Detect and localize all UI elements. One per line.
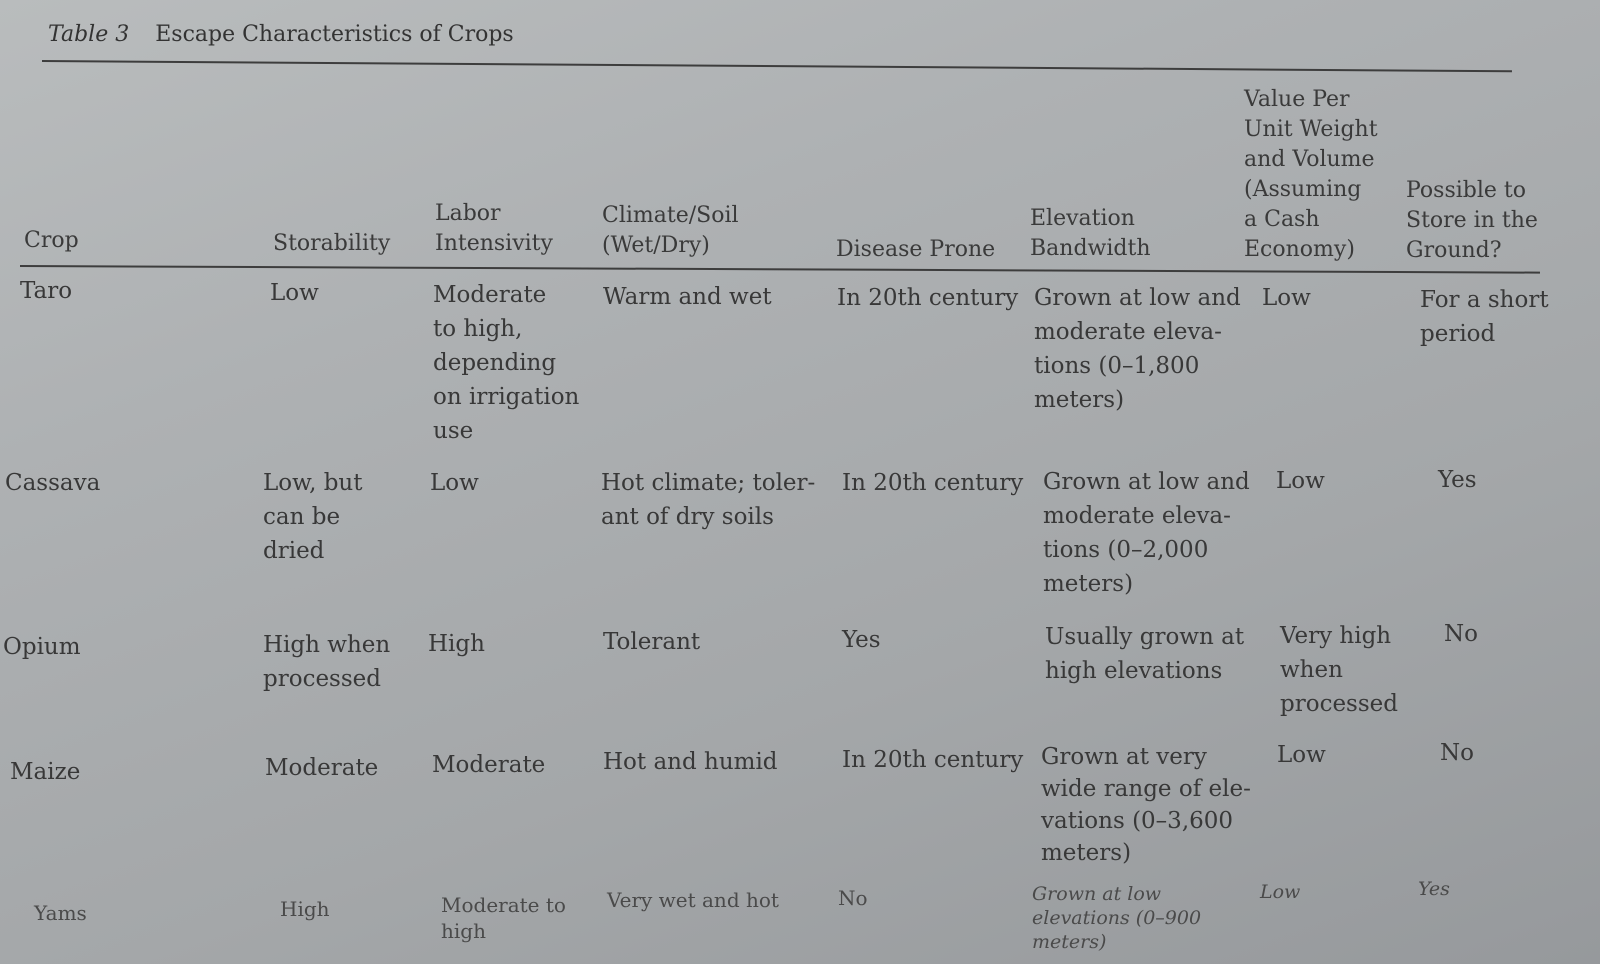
- cell-value: Low: [1277, 742, 1326, 768]
- table-caption: [48, 22, 514, 47]
- cell-value: Low: [1276, 468, 1325, 494]
- cell-value: Low: [1260, 881, 1301, 903]
- cell-disease: In 20th century: [842, 470, 1024, 496]
- cell-store: Yes: [1418, 878, 1450, 900]
- cell-store: Yes: [1438, 467, 1477, 493]
- cell-elevation: Usually grown at high elevations: [1045, 624, 1245, 684]
- cell-climate: Hot climate; toler- ant of dry soils: [601, 470, 816, 530]
- cell-storability: High when processed: [263, 632, 391, 692]
- table-number: Table 3: [48, 22, 130, 47]
- cell-climate: Hot and humid: [603, 749, 778, 775]
- cell-disease: Yes: [842, 627, 881, 653]
- cell-labor: Moderate to high: [441, 893, 566, 943]
- header-elevation-bandwidth: Elevation Bandwidth: [1030, 206, 1151, 261]
- header-crop: Crop: [24, 228, 79, 253]
- cell-store: No: [1440, 740, 1474, 766]
- cell-crop: Opium: [3, 634, 81, 660]
- cell-store: No: [1444, 621, 1478, 647]
- cell-elevation: Grown at very wide range of ele- vations (0–3,600 meters): [1041, 744, 1251, 866]
- cell-crop: Cassava: [5, 470, 101, 496]
- header-value-per-unit: Value Per Unit Weight and Volume (Assuming a Cash Economy): [1244, 87, 1378, 262]
- header-store-in-ground: Possible to Store in the Ground?: [1406, 178, 1538, 263]
- cell-climate: Tolerant: [603, 629, 701, 655]
- cell-crop: Maize: [10, 759, 81, 785]
- cell-storability: Low, but can be dried: [263, 470, 363, 564]
- cell-elevation: Grown at low and moderate eleva- tions (0–1,800 meters): [1034, 285, 1241, 413]
- cell-storability: High: [280, 897, 330, 921]
- cell-disease: No: [838, 886, 868, 910]
- cell-storability: Moderate: [265, 755, 379, 781]
- cell-storability: Low: [270, 280, 319, 306]
- cell-climate: Warm and wet: [603, 284, 772, 310]
- header-rule: [20, 265, 1540, 274]
- cell-disease: In 20th century: [842, 747, 1024, 773]
- cell-labor: Low: [430, 470, 479, 496]
- header-storability: Storability: [273, 231, 391, 256]
- header-disease-prone: Disease Prone: [836, 237, 996, 262]
- cell-crop: Yams: [34, 901, 87, 925]
- cell-labor: Moderate to high, depending on irrigation use: [433, 282, 580, 444]
- cell-value: Very high when processed: [1280, 623, 1398, 717]
- header-climate-soil: Climate/Soil (Wet/Dry): [602, 203, 739, 258]
- table-title: Escape Characteristics of Crops: [155, 22, 514, 47]
- cell-crop: Taro: [20, 278, 73, 304]
- cell-value: Low: [1262, 285, 1311, 311]
- cell-labor: Moderate: [432, 752, 546, 778]
- cell-elevation: Grown at low and moderate eleva- tions (0–2,000 meters): [1043, 469, 1250, 597]
- cell-climate: Very wet and hot: [607, 888, 779, 912]
- cell-elevation: Grown at low elevations (0–900 meters): [1032, 883, 1202, 953]
- top-rule: [42, 60, 1512, 72]
- cell-disease: In 20th century: [837, 285, 1019, 311]
- cell-labor: High: [428, 631, 485, 657]
- cell-store: For a short period: [1420, 287, 1549, 347]
- header-labor-intensivity: Labor Intensivity: [435, 201, 553, 256]
